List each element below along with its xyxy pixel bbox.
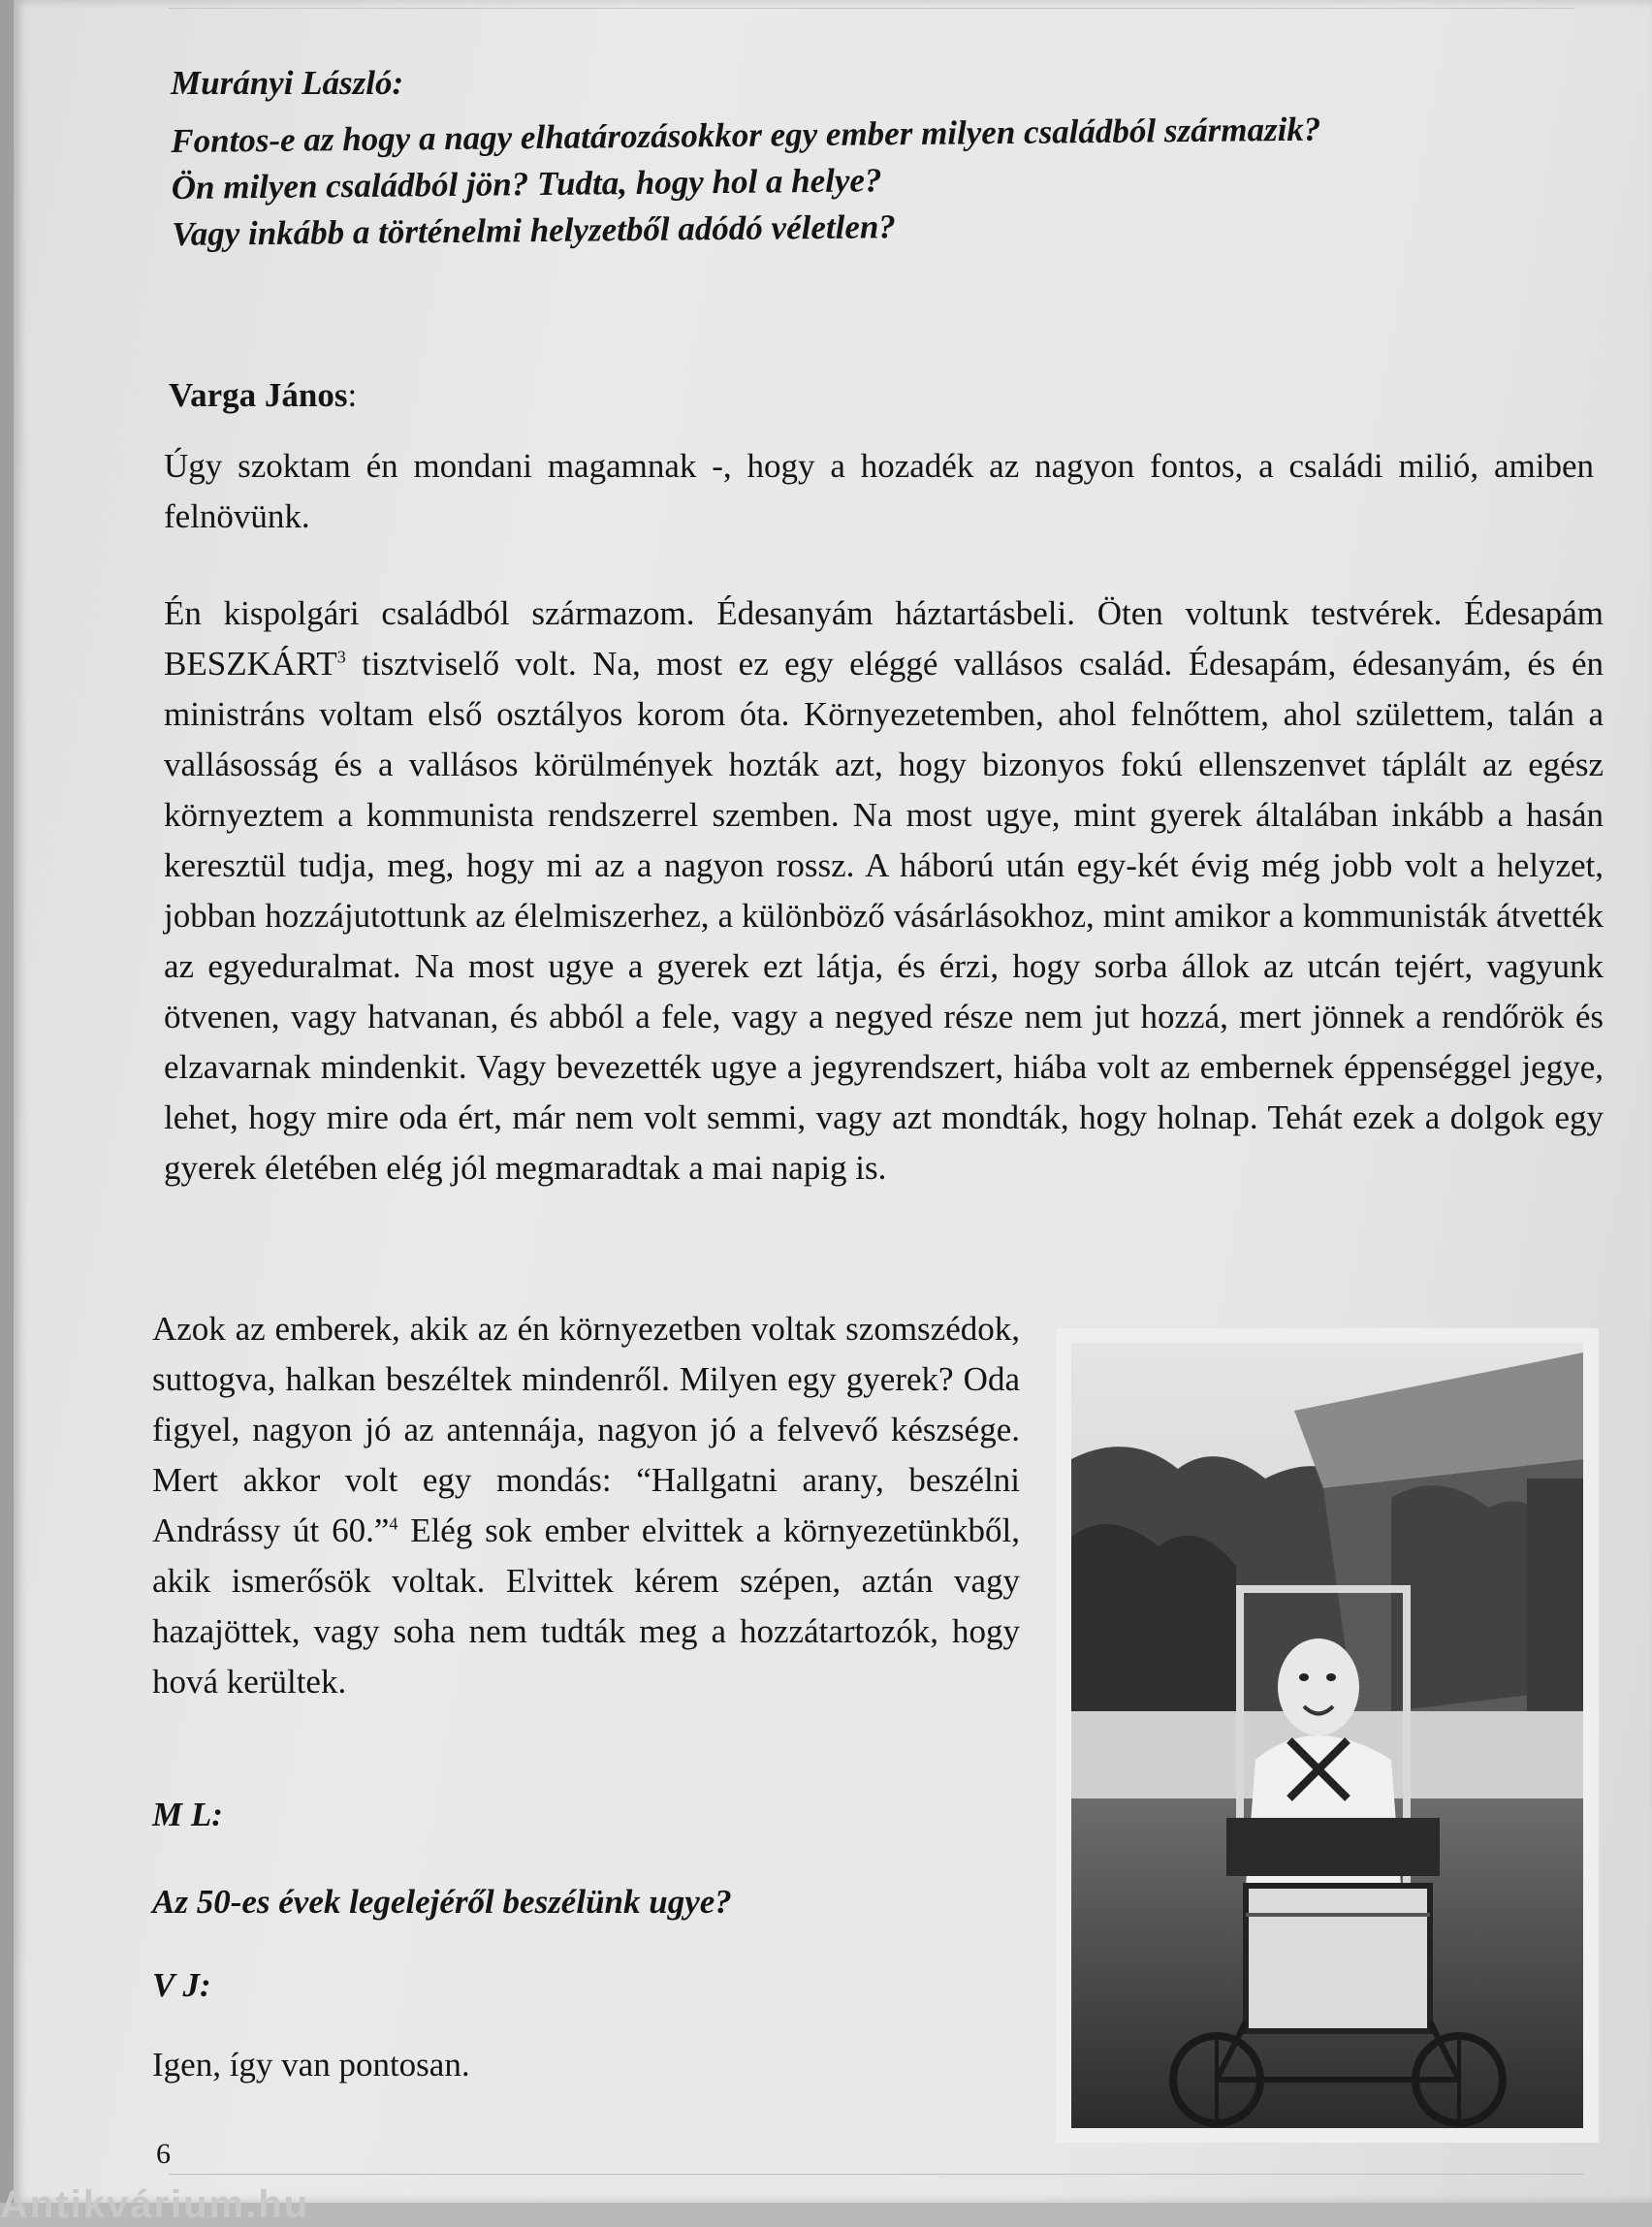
- question-1: [171, 107, 1322, 258]
- answer-paragraph-2: Én kispolgári családból származom. Édesanyám háztartásbeli. Öten voltunk testvérek. Édesapám BESZKÁRT$^3$ tisztviselő volt. Na, most ez egy eléggé vallásos család. Édesapám, édesanyám, és én ministráns voltam első osztályos korom óta. Környezetemben, ahol felnőttem, ahol születtem, talán a vallásosság és a vallásos körülmények hozták azt, hogy bizonyos fokú ellenszenvet táplált az egész környeztem a kommunista rendszerrel szemben. Na most ugye, mint gyerek általában inkább a hasán keresztül tudja, meg, hogy mi az a nagyon rossz. A háború után egy-két évig még jobb volt a helyzet, jobban hozzájutottunk az élelmiszerhez, a különböző vásárlásokhoz, mint amikor a kommunisták átvették az egyeduralmat. Na most ugye a gyerek ezt látja, és érzi, hogy sorba állok az utcán tejért, vagyunk ötvenen, vagy hatvanan, és abból a fele, vagy a negyed része nem jut hozzá, mert jönnek a rendőrök és elzavarnak mindenkit. Vagy bevezették ugye a jegyrendszert, hiába volt az embernek éppenséggel jegye, lehet, hogy mire oda ért, már nem volt semmi, vagy azt mondták, hogy holnap. Tehát ezek a dolgok egy gyerek életében elég jól megmaradtak a mai napig is.: [164, 594, 1604, 1187]
- bottom-rule: [169, 2174, 1584, 2175]
- photo-image: [1071, 1343, 1583, 2128]
- interviewer-short-label: M L:: [152, 1796, 223, 1833]
- question-1-line-3: Vagy inkább a történelmi helyzetből adódó véletlen?: [172, 207, 897, 253]
- baby-in-pram-photo: [1056, 1328, 1599, 2143]
- answer-short: Igen, így van pontosan.: [152, 2046, 470, 2084]
- book-page: [14, 0, 1652, 2203]
- page-number: 6: [156, 2138, 171, 2170]
- question-1-line-2: Ön milyen családból jön? Tudta, hogy hol a helye?: [171, 161, 882, 207]
- question-2: Az 50-es évek legelejéről beszélünk ugye?: [152, 1883, 732, 1921]
- answer-paragraph-3: Azok az emberek, akik az én környezetben voltak szomszédok, suttogva, halkan beszéltek mindenről. Milyen egy gyerek? Oda figyel, nagyon jó az antennája, nagyon jó a felvevő készsége. Mert akkor volt egy mondás: “Hallgatni arany, beszélni Andrássy út 60.”$^4$ Elég sok ember elvittek a környezetünkből, akik ismerősök voltak. Elvittek kérem szépen, aztán vagy hazajöttek, vagy soha nem tudták meg a hozzátartozók, hogy hová kerültek.: [152, 1310, 1020, 1701]
- site-watermark: Antikvárium.hu: [0, 2183, 310, 2226]
- respondent-heading: Varga János:: [169, 376, 358, 414]
- top-rule: [169, 8, 1574, 9]
- footnote-3: 3: [336, 647, 346, 667]
- footnote-4: 4: [389, 1513, 398, 1534]
- answer-paragraph-1: Úgy szoktam én mondani magamnak -, hogy a hozadék az nagyon fontos, a családi milió, amiben felnövünk.: [164, 447, 1594, 535]
- question-1-line-1: Fontos-e az hogy a nagy elhatározásokkor egy ember milyen családból származik?: [171, 110, 1321, 160]
- interviewer-heading: Murányi László:: [171, 64, 404, 102]
- respondent-short-label: V J:: [152, 1966, 211, 2004]
